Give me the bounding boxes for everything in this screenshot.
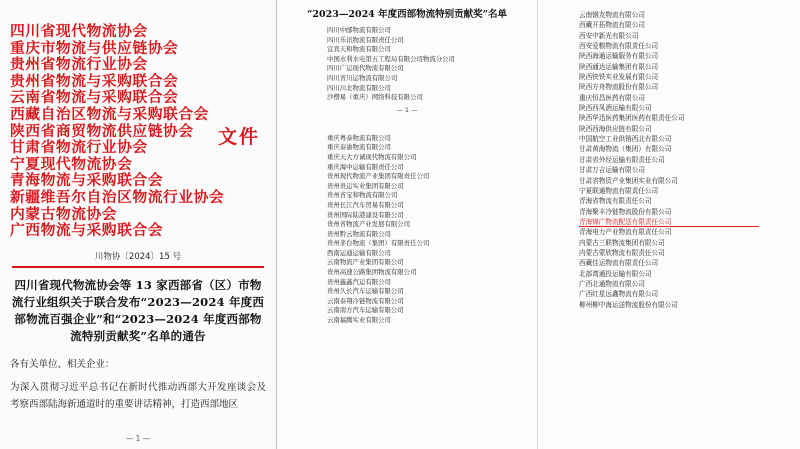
list-item: 贵州高速公路集团物流有限公司	[327, 268, 417, 277]
list-item: 柳州柳中海运送物流股份有限公司	[579, 300, 678, 309]
page-separator: — 1 —	[396, 105, 418, 114]
organization-line: 四川省现代物流协会	[10, 23, 148, 40]
document-salutation: 各有关单位、相关企业：	[10, 358, 115, 370]
list-item: 青海电力产业物流有限责任公司	[579, 228, 672, 237]
list-item: 四川乐讯物流有限责任公司	[327, 35, 404, 44]
list-item: 贵州鑫鑫汽运有限公司	[327, 277, 391, 286]
list-item: 内蒙古蒙欣物流有限责任公司	[579, 248, 665, 257]
highlighted-company-name: 青海锦广物流配送有限责任公司	[579, 217, 672, 226]
document-title: 四川省现代物流协会等 13 家西部省（区）市物流行业组织关于联合发布“2023—2024 年度西部物流百强企业”和“2023—2024 年度西部物流特别贡献奖”名单的通告	[11, 277, 265, 343]
organization-line: 陕西省商贸物流供应链协会	[10, 122, 194, 140]
highlighted-list-item	[579, 217, 759, 227]
list-item: 西南运通运输有限公司	[327, 248, 391, 257]
list-item: 西安爱粮物流有限责任公司	[579, 42, 659, 51]
list-item: 西安中新光有限公司	[579, 31, 639, 40]
list-item: 重庆海中运输有限责任公司	[327, 162, 404, 171]
award-list-title: “2023—2024 年度西部物流特别贡献奖”名单	[306, 9, 508, 20]
document-paragraph: 为深入贯彻习近平总书记在新时代推动西部大开发座谈会及考察西部陆海新通道时的重要讲话精神，打造西部地区	[10, 381, 266, 410]
company-list-group-1	[327, 26, 487, 114]
list-item: 中国水利水电第五工程局有限公司物流分公司	[327, 54, 455, 63]
list-item: 青海省物流有限责任公司	[579, 197, 652, 206]
list-item: 内蒙古三联物流集团有限公司	[579, 238, 665, 247]
list-item: 四川省川运物流有限公司	[327, 73, 398, 82]
list-item: 贵州黔云物流有限公司	[327, 229, 391, 238]
list-item: 陕西方舟物流股份有限公司	[579, 83, 659, 92]
list-item: 广西红星远鑫物流有限公司	[579, 290, 659, 299]
page-edge-shadow	[276, 0, 278, 449]
document-number: 川物协〔2024〕15 号	[94, 251, 182, 262]
organization-line: 云南省物流与采购联合会	[10, 89, 179, 107]
list-item: 陕西海通运输服务有限公司	[579, 52, 659, 61]
organization-line: 重庆市物流与供应链协会	[10, 39, 179, 57]
organization-line: 青海物流与采购联合会	[10, 172, 163, 190]
list-item: 贵州省物流产业发展有限公司	[327, 220, 411, 229]
organization-line: 西藏自治区物流与采购联合会	[10, 105, 209, 123]
middle-document-page	[276, 0, 538, 449]
organization-line: 宁夏现代物流协会	[10, 155, 133, 173]
list-item: 重庆恒昌医药有限公司	[579, 93, 645, 102]
list-item: 甘肃万吉运输有限公司	[579, 166, 645, 175]
list-item: 重庆泰渝物流有限公司	[327, 143, 391, 152]
list-item: 重庆粤泰物流有限公司	[327, 133, 391, 142]
list-item: 贵州茅台物流（集团）有限责任公司	[327, 239, 430, 248]
right-document-page	[538, 0, 800, 449]
list-item: 重庆天大方诚现代物流有限公司	[327, 152, 417, 161]
list-item: 四川中邮物流有限公司	[327, 26, 391, 34]
list-item: 甘肃省外经运输有限责任公司	[579, 155, 665, 164]
list-item: 云南福腾实业有限公司	[327, 316, 391, 325]
list-item: 甘肃黄海物流（集团）有限公司	[579, 145, 672, 154]
list-item: 贵州国际陆港建设有限公司	[327, 210, 404, 219]
document-type-label: 文件	[217, 126, 260, 148]
list-item: 宁夏联通物流有限责任公司	[579, 186, 659, 195]
list-item: 陕西西凤酒运输有限公司	[579, 104, 652, 113]
list-item: 北部湾通投运输有限公司	[579, 269, 652, 278]
organization-line: 新疆维吾尔自治区物流行业协会	[10, 188, 225, 206]
company-list-right	[579, 10, 759, 310]
company-list-group-2	[327, 134, 487, 326]
organization-line: 贵州省物流与采购联合会	[10, 72, 179, 90]
list-item: 陕西快铁实业发展有限公司	[579, 73, 659, 82]
list-item: 中国航空工业供销西北有限公司	[579, 135, 672, 144]
list-item: 四川广运现代物流有限公司	[327, 64, 404, 73]
list-item: 云南泰翔冷链物流有限公司	[327, 296, 404, 305]
list-item: 陕西通达运输集团有限公司	[579, 62, 659, 71]
list-item: 青海聚丰冷链物流股份有限公司	[579, 207, 672, 216]
red-divider-rule	[12, 266, 264, 268]
list-item: 贵州贵运实业集团有限公司	[327, 181, 404, 190]
organization-line: 甘肃省物流行业协会	[10, 139, 148, 157]
list-item: 云南南方汽车运输有限公司	[327, 306, 404, 315]
organization-line: 广西物流与采购联合会	[10, 222, 163, 240]
list-item: 陕西华迅医药集团医药有限责任公司	[579, 114, 685, 123]
page-number: — 1 —	[125, 434, 151, 443]
list-item: 西藏佳运物流有限责任公司	[579, 259, 659, 268]
organization-line: 内蒙古物流协会	[10, 205, 118, 223]
list-item: 云南物流产业集团有限公司	[327, 258, 404, 267]
list-item: 贵州久长汽车运输有限公司	[327, 287, 404, 296]
page-break-gap	[283, 118, 531, 134]
list-item: 贵州省宝和物流有限公司	[327, 191, 398, 200]
list-item: 云南钢友物流有限公司	[579, 11, 645, 19]
list-item: 西藏开拓物流有限公司	[579, 21, 645, 30]
list-item: 广西北通物流有限公司	[579, 279, 645, 288]
list-item: 宜宾天和物流有限公司	[327, 45, 391, 54]
list-item: 甘肃省物资产业集团实业有限公司	[579, 176, 678, 185]
list-item: 四川川北物流有限公司	[327, 83, 391, 92]
list-item: 贵州现代物流产业集团有限责任公司	[327, 172, 430, 181]
left-document-page	[0, 0, 276, 449]
organization-line: 贵州省物流行业协会	[10, 56, 148, 74]
list-item: 沙僧易（重庆）网络科技有限公司	[327, 93, 423, 102]
list-item: 贵州长江汽车贸易有限公司	[327, 200, 404, 209]
list-item: 陕西西海供应链有限公司	[579, 124, 652, 133]
